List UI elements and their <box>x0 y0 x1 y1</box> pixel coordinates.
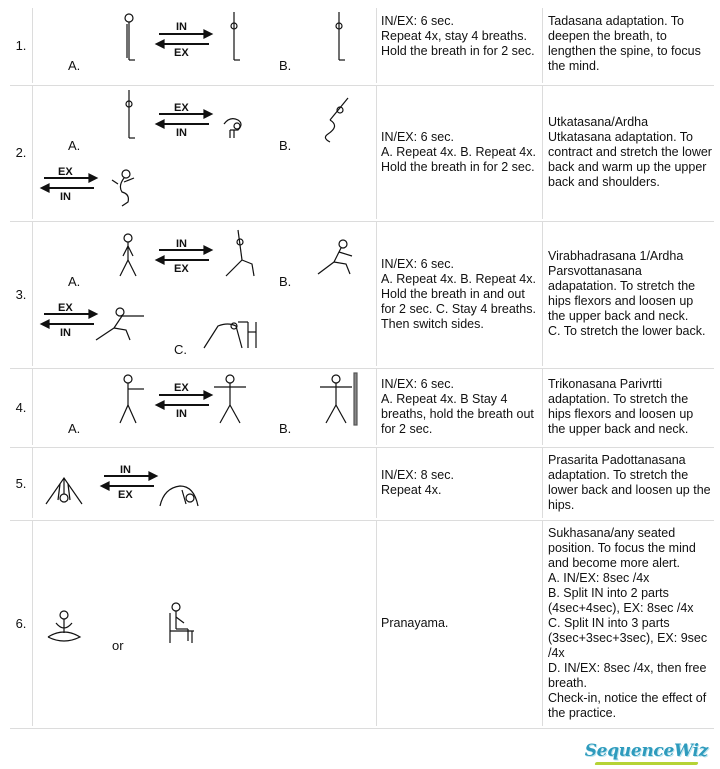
sequence-row-5 <box>10 448 714 518</box>
row-number: 5. <box>15 475 27 491</box>
instructions-text: IN/EX: 6 sec. Repeat 4x, stay 4 breaths. Hold the breath in for 2 sec. <box>381 14 535 58</box>
sequence-row-4 <box>10 369 714 445</box>
arrow-label: EX <box>58 302 73 314</box>
pose-label-b: B. <box>279 421 292 436</box>
description-text: Sukhasana/any seated position. To focus the mind and become more alert. A. IN/EX: 8sec /4x B. Split IN into 2 parts (4sec+4sec), EX: 8sec /4x C. Split IN into 3 parts (3sec+3sec+3sec), EX: 9sec /4x D. IN/EX: 8sec /4x, then free breath. Check-in, notice the effect of the practice. <box>548 526 708 720</box>
description-cell <box>548 86 714 219</box>
description-text: Prasarita Padottanasana adaptation. To stretch the lower back and loosen up the hips. <box>548 453 711 512</box>
row-number: 3. <box>15 286 27 302</box>
pose-drawing <box>34 521 376 726</box>
instructions-cell <box>381 521 541 726</box>
arrow-label: EX <box>118 489 133 501</box>
description-cell <box>548 8 714 83</box>
pose-label-b: B. <box>279 274 292 289</box>
or-label: or <box>112 638 124 653</box>
pose-label-b: B. <box>279 138 292 153</box>
pose-label-a: A. <box>68 138 81 153</box>
pose-drawing <box>34 8 376 83</box>
arrow-label: EX <box>174 47 189 59</box>
arrow-label: IN <box>176 238 187 250</box>
arrow-label: EX <box>174 382 189 394</box>
pose-drawing <box>34 369 376 445</box>
pose-label-c: C. <box>174 342 187 357</box>
arrow-label: EX <box>58 166 73 178</box>
instructions-cell <box>381 448 541 518</box>
description-text: Tadasana adaptation. To deepen the breath, to lengthen the spine, to focus the mind. <box>548 14 701 73</box>
pose-label-a: A. <box>68 421 81 436</box>
arrow-label: IN <box>176 21 187 33</box>
instructions-text: IN/EX: 6 sec. A. Repeat 4x. B. Repeat 4x. Hold the breath in for 2 sec. <box>381 130 536 174</box>
sequence-row-2 <box>10 86 714 219</box>
pose-label-a: A. <box>68 58 81 73</box>
instructions-cell <box>381 8 541 83</box>
arrow-label: IN <box>60 191 71 203</box>
description-cell <box>548 369 714 445</box>
instructions-cell <box>381 86 541 219</box>
instructions-text: IN/EX: 6 sec. A. Repeat 4x. B Stay 4 breaths, hold the breath out for 2 sec. <box>381 377 534 436</box>
description-cell <box>548 222 714 366</box>
pose-figures <box>34 521 376 726</box>
instructions-text: IN/EX: 8 sec. Repeat 4x. <box>381 468 454 497</box>
instructions-text: IN/EX: 6 sec. A. Repeat 4x. B. Repeat 4x. Hold the breath in and out for 2 sec. C. Stay 4 breaths. Then switch sides. <box>381 256 536 331</box>
pose-label-b: B. <box>279 58 292 73</box>
instructions-cell <box>381 222 541 366</box>
pose-label-a: A. <box>68 274 81 289</box>
instructions-cell <box>381 369 541 445</box>
description-text: Utkatasana/Ardha Utkatasana adaptation. To contract and stretch the lower back and warm up the upper back and shoulders. <box>548 115 712 189</box>
description-text: Trikonasana Parivrtti adaptation. To stretch the hips flexors and loosen up the upper back and neck. <box>548 377 694 436</box>
pose-figures <box>34 86 376 219</box>
pose-figures <box>34 448 376 518</box>
sequencewiz-logo: SequenceWiz <box>585 741 708 761</box>
description-cell <box>548 448 714 518</box>
pose-drawing <box>34 86 376 219</box>
description-text: Virabhadrasana 1/Ardha Parsvottanasana adapatation. To stretch the hips flexors and loosen up the upper back and neck. C. To stretch the lower back. <box>548 249 706 338</box>
pose-drawing <box>34 448 376 518</box>
arrow-label: EX <box>174 263 189 275</box>
pose-figures <box>34 369 376 445</box>
row-number: 4. <box>15 399 27 415</box>
pose-figures <box>34 8 376 83</box>
arrow-label: IN <box>176 408 187 420</box>
sequence-row-3 <box>10 222 714 366</box>
pose-drawing <box>34 222 376 366</box>
row-number: 6. <box>15 616 27 631</box>
description-cell <box>548 521 714 726</box>
arrow-label: IN <box>60 327 71 339</box>
instructions-text: Pranayama. <box>381 616 449 630</box>
sequence-row-1 <box>10 8 714 83</box>
row-number: 1. <box>15 38 27 53</box>
arrow-label: IN <box>120 464 131 476</box>
sequence-row-6 <box>10 521 714 726</box>
row-number: 2. <box>15 145 27 160</box>
arrow-label: EX <box>174 102 189 114</box>
pose-figures <box>34 222 376 366</box>
arrow-label: IN <box>176 127 187 139</box>
